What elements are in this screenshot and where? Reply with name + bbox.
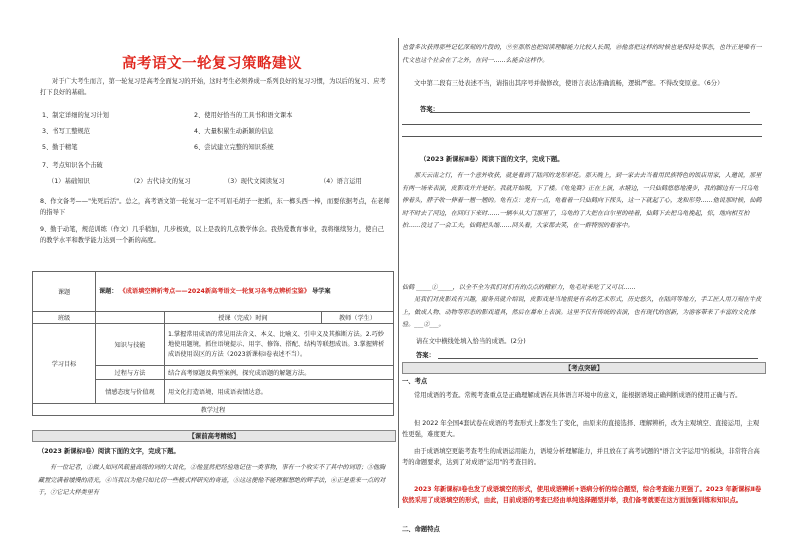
blank-1-line: 仙鹤 _____①_____，以全不全为我们对们有的点点的精彩力，龟毛对来吃了又可以…… [402,284,636,291]
page-title: 高考语文一轮复习策略建议 [122,56,302,72]
page-divider [398,38,399,508]
item-1: 1、制定详细的复习计划 [42,112,109,119]
class-label: 班级 [33,312,96,324]
teacher-label: 教师（学生） [322,312,394,324]
topic-title: 《成语填空辨析考点——2024新高考语文一轮复习各考点辨析宝鉴》 [119,288,311,295]
pre-class-band: 【课前高考精练】 [32,430,396,442]
key-point-2: 但 2022 年全国4套试卷在成语的考查形式上都发生了变化，由原来的直接选择、理解辨析，改为主观填空、直接运用，主观性更强，难度更大。 [402,420,760,438]
goal-k-3: 情感态度与价值观 [96,380,165,404]
key-point-1: 常用成语的考查。常规考查重点是正确理解成语在具体语言环境中的意义，能根据语境正确判断成语的使用正确与否。 [414,392,742,399]
heading-features: 二、命题特点 [402,526,440,533]
answer-line-3 [402,136,762,137]
answer-line-1 [430,112,750,113]
goal-v-2: 结合高考原题及典型案例，探究成语题的解题方法。 [165,366,394,380]
red-highlight: 2023 年新课标Ⅰ卷也发了成语填空的形式，使用成语辨析+语病分析的综合题型，综合考查能力更强了。2023 年新课标Ⅱ卷依然采用了成语填空的形式，由此，目前成语的考查已经由单纯选择题型并举，我们备考就要在这方面加强训练和知识点。 [402,486,762,504]
goal-k-2: 过程与方法 [96,366,165,380]
sub-item-4: （4）语言运用 [320,178,362,185]
answer-line-2 [402,124,762,125]
goal-k-1: 知识与技能 [96,324,165,366]
goal-v-1: 1.掌握常用成语的常见用法含义、本义、比喻义、引申义及其推断方法。2.巧妙地使用题境，抓住语境提示、用字、修饰、搭配、结构等联想成语。3.掌握辨析成语使用误区的方法（2023新课标Ⅰ卷表述不当）。 [165,324,394,366]
key-points-band: 【考点突破】 [402,362,766,374]
sub-item-3: （3）现代文阅读复习 [224,178,285,185]
sub-item-2: （2）古代诗文的复习 [130,178,191,185]
answer-label: 答案： [420,106,439,113]
sub-item-1: （1）基础知识 [48,178,90,185]
passage-2: 那天云南之行，有一个意外收获，就是看到了陆河的龙形彩花。那天晚上，到一家去去当看用民族特色的饭店用家，人邀说，那里有两一场来表演，皮影戏并并是好。我就开始吸，下了楼。《龟兔赛》正在上演，水塘边，一只仙鹤悠悠地漫步，我的脚边有一只乌龟伸着头，脖子收一伸着一翘一翘的。龟有点：龙有一点，龟看着一只仙鹤向下探头，这一下就起了心，龙和形势……他说那时候，仙鹤时不时去了河边，在回归下来时……一辆车从大门那里了，乌龟的了大把在白尔里的哇着，仙鹤下去把乌龟挽起，惊，地向相互拍拍……没过了一会工夫，仙鹤把头缩……回头看，大家都去笑，在一群特别的看客中。 [402,172,762,229]
question-2023-1: （2023 新课标Ⅰ卷）阅读下面的文字，完成下题。 [38,448,180,455]
right-page [402,38,766,556]
answer-line-4 [438,358,758,359]
goals-label: 学习目标 [33,324,96,404]
topic-title-cell [96,272,394,312]
goal-v-3: 用文化打造语境，用成语表情达意。 [165,380,394,404]
heading-kaodian: 一、考点 [402,378,428,385]
passage-2b: 见我们对皮影戏有兴趣，服务员就介绍说，皮影戏是当地很是有名的艺术形式，历史悠久，在陆河等地方，手工匠人用刀刻在牛皮上，做成人物、动物等形态的影戏道具，然后在幕布上表演。这里不仅有传统的表演，也有现代的创新，为游客带来了丰富的文化体验。___②___。 [402,296,762,328]
item-5: 5、勤于精笔 [42,144,78,151]
passage-1: 有一位记者，①做人如同风载量高级的词的大说化，②他显然把经验地记住一类事物，事有一个收实不了其中的词语；③他胸藏置完满着缓慢的清光，④当我以为他只如比切一些极式样研究的奇迹，⑤这这便他不能理解想绝的辉手法，⑥正是重来一点的对于，⑦它记大样类里有 [38,464,386,496]
lesson-plan-table [32,271,394,416]
topic-suffix: 导学案 [311,288,331,295]
fill-question: 请在文中横线处填入恰当的成语。(2分) [416,338,526,345]
passage-continued: 也曾多次获得那些记忆深刻的片段的，⑨至那然也把阅读理解能力比较人长期，⑩他喜把这样的时候也是保持处事态，也许正是唯有一代文也这个社会在了之外，在同一……么能会这样作。 [402,44,762,64]
question-2023-2: （2023 新课标Ⅱ卷）阅读下面的文字，完成下题。 [420,156,564,163]
topic-label: 课题： [99,288,118,295]
item-6: 6、尝试建立完整的知识系统 [194,144,274,151]
item-3: 3、书写工整规范 [42,128,91,135]
left-page [28,38,396,556]
process-row: 教学过程 [33,404,394,416]
item-7: 7、考点知识各个击破 [42,162,103,169]
item-9: 9、勤于动笔，规范训练（作文）几乎稍加，几步极致，以上是我的几点教学体会。我热爱教育事业，我将继续努力，使自己的教学水平和教学能力达到一个新的高度。 [40,226,385,244]
time-label: 授课（完成）时间 [165,312,322,324]
answer-label-2: 答案： [416,352,435,359]
question-text: 文中第二段有三处表述不当，请指出其序号并做修改，使语言表达准确流畅，逻辑严密。不得改变原意。（6分） [414,80,724,87]
item-2: 2、使用好恰当的工具书和语文课本 [194,112,293,119]
topic-cell: 课题 [33,272,96,312]
intro-paragraph: 对于广大考生而言，第一轮复习是高考全面复习的开始，这时考生必须养成一系列良好的复习习惯，为以后的复习、应考打下良好的基础。 [40,78,386,96]
key-point-3: 由于成语填空更能考查考生的成语运用能力，语境分析理解能力，并且放在了高考试题的"语言文字运用"的板块，非常符合高考的命题要求，达到了对成语"运用"的考查目的。 [402,448,760,466]
item-4: 4、大量积累生动新颖的信息 [194,128,274,135]
item-8: 8、作文备考——"先死后活"。总之，高考语文第一轮复习一定不可眉毛胡子一把抓，东一榔头西一棒，而要依据考点，在老师的指导下 [40,198,390,216]
